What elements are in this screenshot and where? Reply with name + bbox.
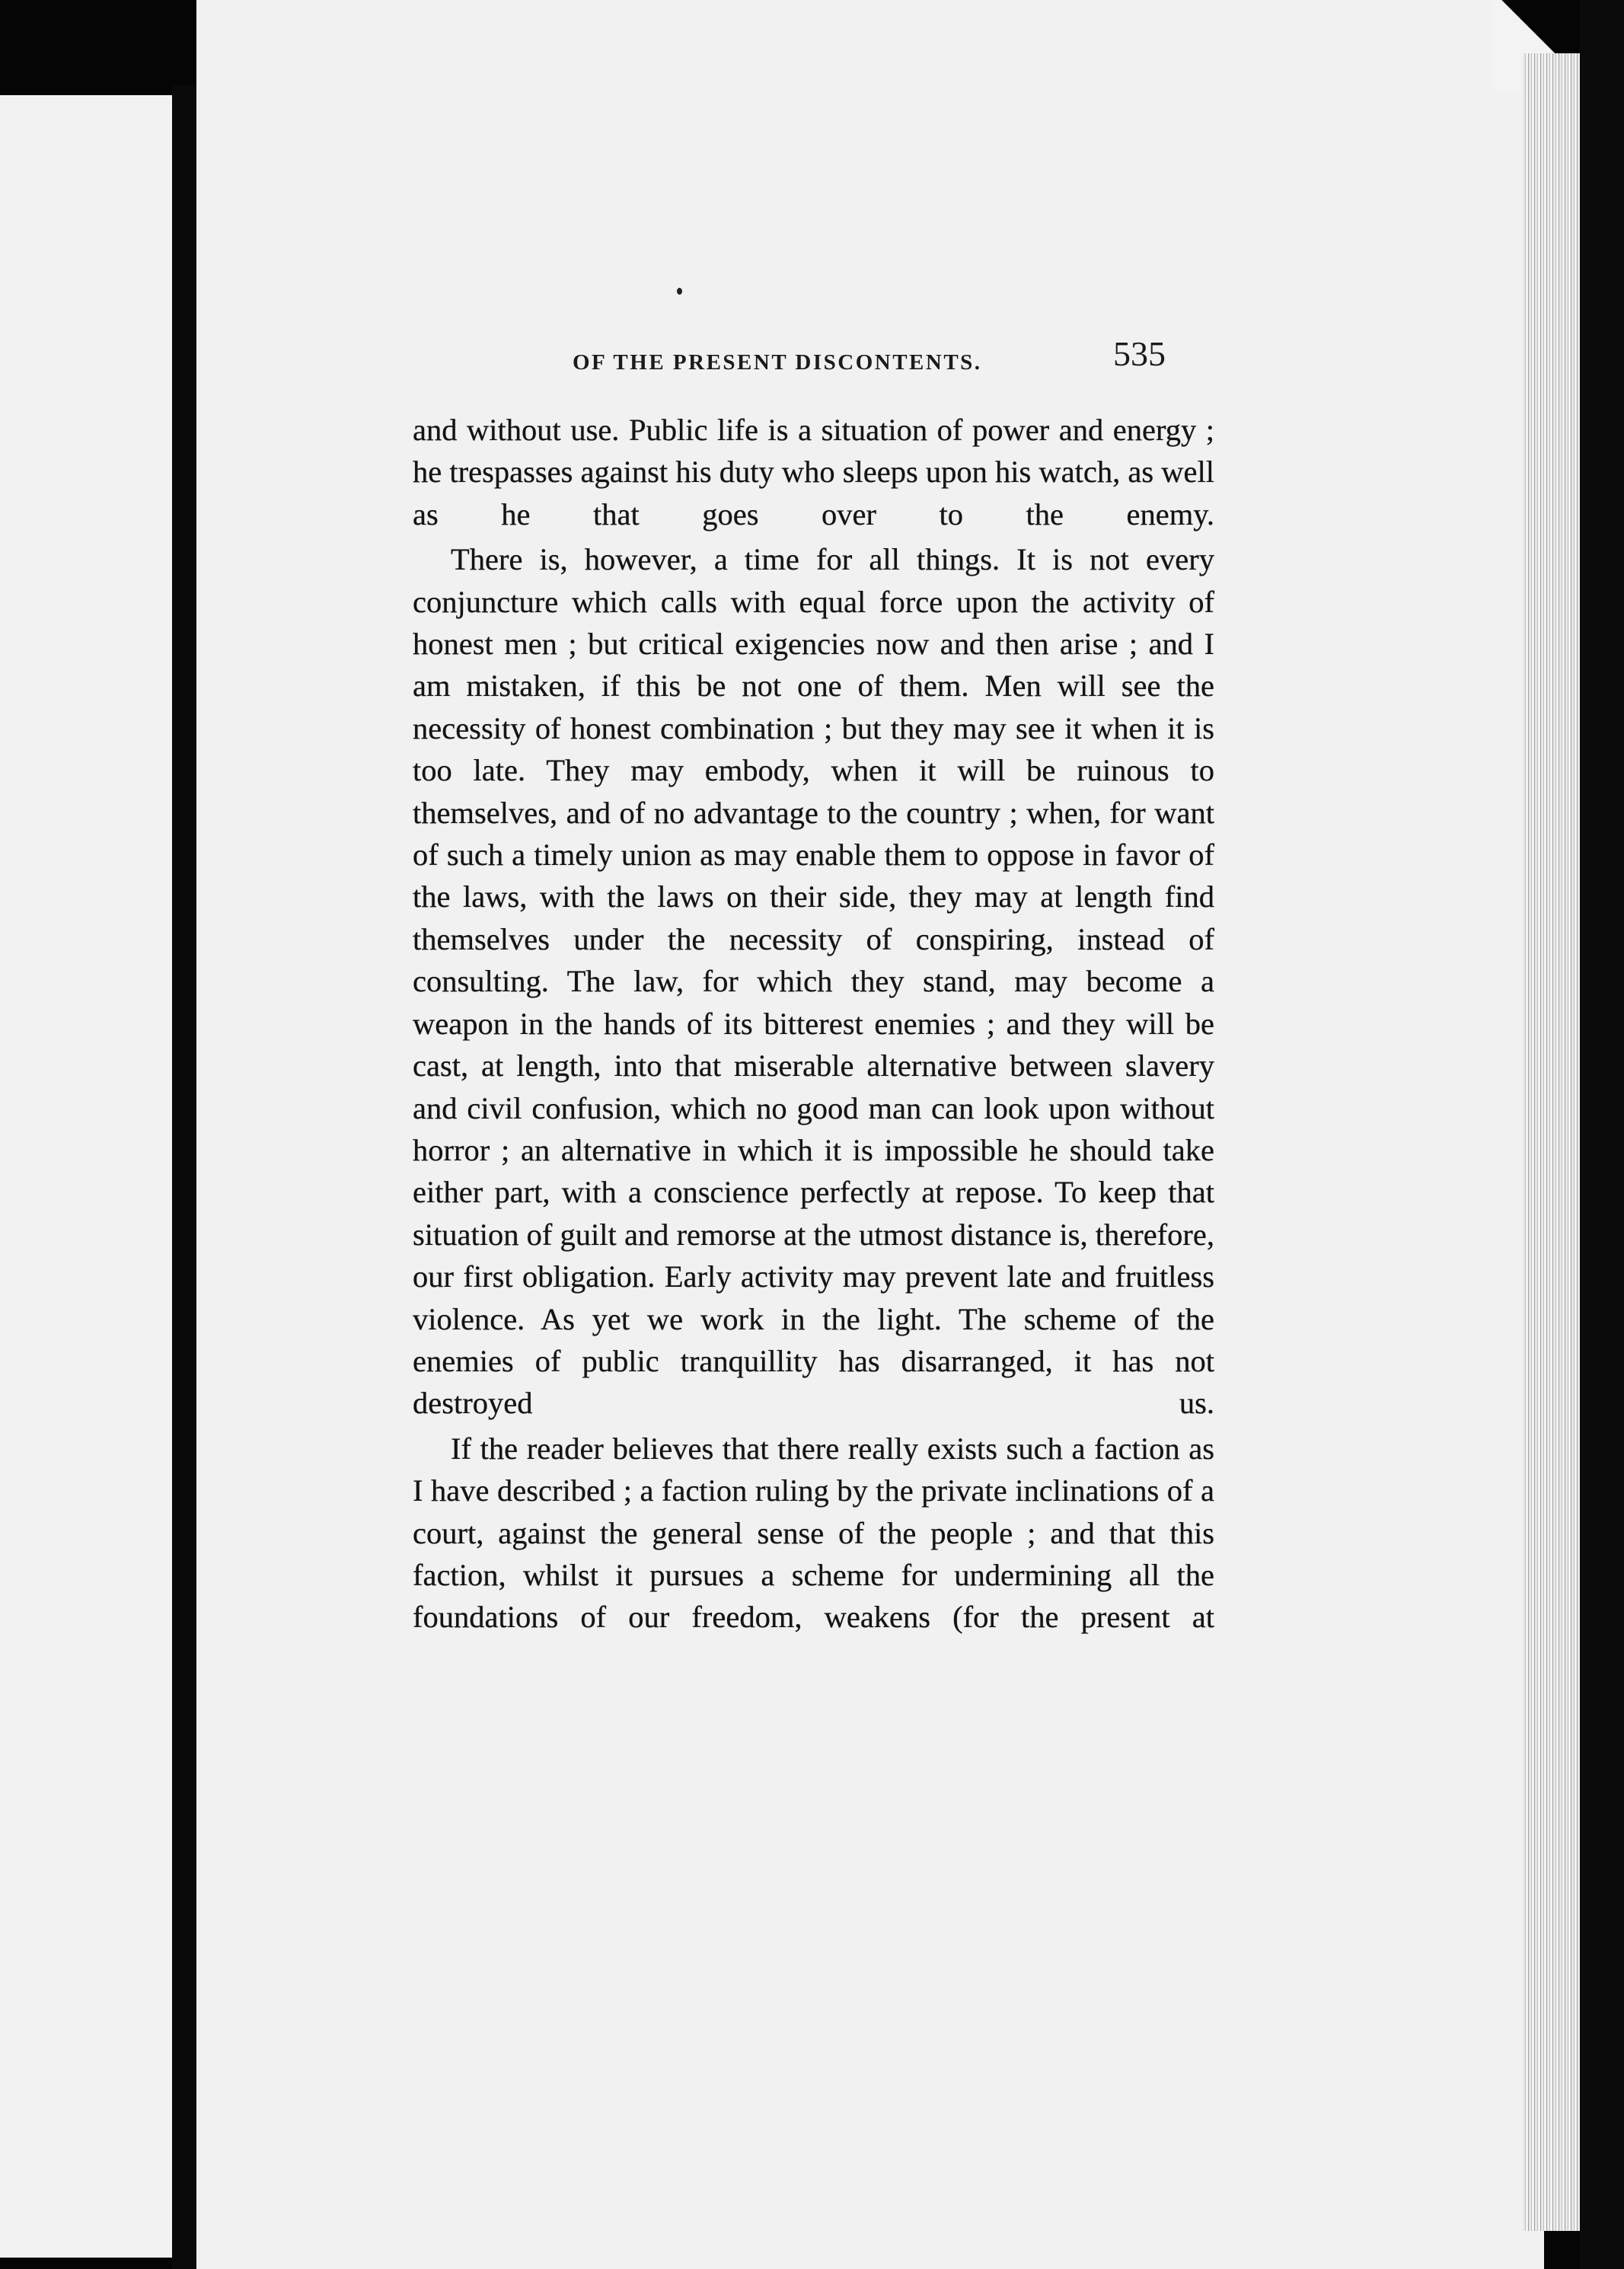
- body-text: [413, 409, 1214, 1639]
- paragraph: and without use. Public life is a situation of power and energy ; he trespasses against his duty who sleeps upon his watch, as well as he that goes over to the enemy.: [413, 413, 1214, 531]
- page-number: 535: [1113, 334, 1166, 373]
- paragraph: There is, however, a time for all things. It is not every conjuncture which calls with equal force upon the activity of honest men ; but critical exigencies now and then arise ; and I am mistaken, if this be not one of them. Men will see the necessity of honest combination ; but they may see it when it is too late. They may embody, when it will be ruinous to themselves, and of no advantage to the country ; when, for want of such a timely union as may enable them to oppose in favor of the laws, with the laws on their side, they may at length find themselves under the necessity of conspiring, instead of consulting. The law, for which they stand, may become a weapon in the hands of its bitterest enemies ; and they will be cast, at length, into that miserable alternative between slavery and civil confusion, which no good man can look upon without horror ; an alternative in which it is impossible he should take either part, with a conscience perfectly at repose. To keep that situation of guilt and remorse at the utmost distance is, therefore, our first obligation. Early activity may prevent late and fruitless violence. As yet we work in the light. The scheme of the enemies of public tranquillity has disarranged, it has not destroyed us.: [413, 542, 1214, 1421]
- book-gutter: [172, 85, 198, 2269]
- running-head: OF THE PRESENT DISCONTENTS.: [573, 350, 982, 375]
- facing-page-edge: [0, 95, 172, 2258]
- page-header: [573, 333, 1182, 379]
- page-edges: [1523, 53, 1580, 2231]
- ink-speck: [677, 288, 682, 295]
- scan-border: [1580, 0, 1624, 2269]
- paragraph: If the reader believes that there really exists such a faction as I have described ; a faction ruling by the private inclinations of a court, against the general sense of the people ; and that this faction, whilst it pursues a scheme for undermining all the foundations of our freedom, weakens (for the present at: [413, 1431, 1214, 1635]
